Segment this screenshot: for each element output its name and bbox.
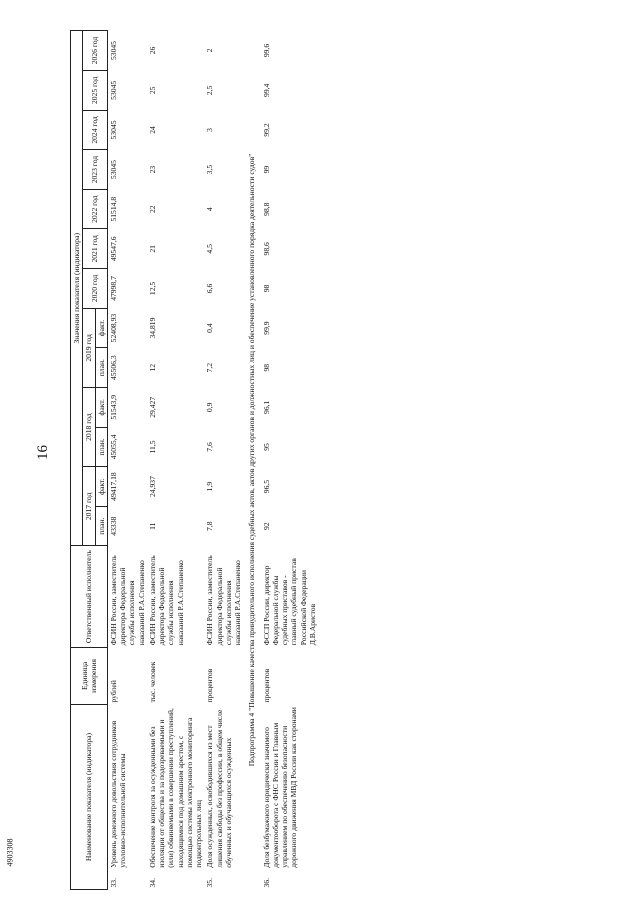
value-cell: 26 <box>147 46 157 55</box>
header-name: Наименование показателя (индикатора) <box>71 705 108 890</box>
row-number: 33. <box>108 878 118 888</box>
table-row <box>107 31 147 890</box>
indicator-name: Обеспечение контроля за осужденными без изоляции от общества и за подозреваемыми и (или) обвиняемыми в совершении преступлений, находящимися под домашним арестом, с помощью системы электронного мониторинга подконтрольных лиц <box>147 708 203 868</box>
indicator-unit: процентов <box>261 668 271 703</box>
value-cell: 34,819 <box>147 317 157 339</box>
value-cell: 98,6 <box>261 242 271 256</box>
value-cell: 0,9 <box>205 402 215 413</box>
header-plan: план. <box>95 348 107 388</box>
value-cell: 11,5 <box>147 440 157 454</box>
header-2024: 2024 год <box>83 110 108 150</box>
value-cell: 25 <box>147 86 157 95</box>
header-2018: 2018 год <box>83 388 95 467</box>
header-2022: 2022 год <box>83 189 108 229</box>
value-cell: 12 <box>147 363 157 372</box>
indicator-table <box>70 30 318 890</box>
value-cell: 53045 <box>108 120 118 140</box>
subprogram-heading-row <box>243 31 260 890</box>
value-cell: 45055,4 <box>108 434 118 460</box>
rotated-table-container <box>70 20 610 890</box>
value-cell: 47998,7 <box>108 276 118 301</box>
header-2021: 2021 год <box>83 229 108 269</box>
value-cell: 7,6 <box>205 442 215 452</box>
indicator-name: Уровень денежного довольствия сотрудников уголовно-исполнительной системы <box>108 720 127 868</box>
value-cell: 52408,93 <box>108 313 118 343</box>
indicator-responsible: ФСИН России, заместитель директора Федеральной службы исполнения наказаний Р.А.Степаненко <box>205 555 242 646</box>
value-cell: 99,6 <box>261 43 271 58</box>
indicator-responsible: ФСИН России, заместитель директора Федеральной службы исполнения наказаний Р.А.Степаненко <box>108 555 146 646</box>
table-body <box>107 31 318 890</box>
indicator-responsible: ФСИН России, заместитель директора Федеральной службы исполнения наказаний Р.А.Степаненко <box>147 555 185 646</box>
value-cell: 7,8 <box>205 521 215 531</box>
value-cell: 53045 <box>108 80 118 100</box>
value-cell: 4,5 <box>205 244 215 254</box>
value-cell: 49417,18 <box>108 472 118 501</box>
value-cell: 99,4 <box>261 83 271 97</box>
value-cell: 0,4 <box>205 323 215 333</box>
header-fact: факт. <box>95 388 107 428</box>
indicator-unit: тыс. человек <box>147 661 157 703</box>
table-row <box>204 31 243 890</box>
header-2017: 2017 год <box>83 467 95 546</box>
value-cell: 3,5 <box>205 164 215 175</box>
table-row <box>261 31 319 890</box>
value-cell: 99 <box>261 165 271 174</box>
indicator-name: Доля безбумажного юридически значимого документооборота с ФНС России и Главным управлением по обеспечению безопасности дорожного движения МВД России как сторонами <box>261 707 299 868</box>
value-cell: 29,427 <box>147 396 157 418</box>
value-cell: 4 <box>205 207 215 212</box>
header-2020: 2020 год <box>83 269 108 309</box>
indicator-unit: рублей <box>108 680 118 703</box>
value-cell: 2 <box>205 48 215 53</box>
value-cell: 3 <box>205 128 215 132</box>
indicator-responsible: ФССП России, директор Федеральной службы судебных приставов - главный судебный пристав Российской Федерации Д.В.Аристов <box>261 558 317 646</box>
value-cell: 99,2 <box>261 123 271 137</box>
value-cell: 7,2 <box>205 362 215 373</box>
header-values-group: Значения показателя (индикатора) <box>71 31 83 547</box>
value-cell: 1,9 <box>205 481 215 492</box>
indicator-name: Доля осужденных, освободившихся из мест лишения свободы без профессии, в общем числе обученных и обучающихся осужденных <box>205 709 233 868</box>
value-cell: 99,9 <box>261 321 271 335</box>
page-number: 16 <box>35 445 51 460</box>
header-plan: план. <box>95 506 107 546</box>
row-number: 35. <box>205 878 215 888</box>
header-plan: план. <box>95 427 107 467</box>
value-cell: 24 <box>147 126 157 134</box>
value-cell: 96,1 <box>261 400 271 414</box>
header-responsible: Ответственный исполнитель <box>71 546 108 647</box>
table-header <box>71 31 108 890</box>
value-cell: 23 <box>147 165 157 174</box>
header-2023: 2023 год <box>83 150 108 190</box>
value-cell: 12,5 <box>147 281 157 296</box>
value-cell: 98 <box>261 363 271 372</box>
value-cell: 96,5 <box>261 479 271 494</box>
value-cell: 22 <box>147 205 157 213</box>
value-cell: 11 <box>147 522 157 530</box>
value-cell: 43338 <box>108 516 118 536</box>
value-cell: 92 <box>261 522 271 530</box>
value-cell: 53045 <box>108 41 118 60</box>
table-row <box>147 31 205 890</box>
indicator-unit: процентов <box>205 668 215 703</box>
value-cell: 24,937 <box>147 476 157 498</box>
value-cell: 51543,9 <box>108 394 118 420</box>
value-cell: 21 <box>147 245 157 253</box>
header-2019: 2019 год <box>83 308 95 387</box>
header-fact: факт. <box>95 308 107 348</box>
value-cell: 49547,6 <box>108 236 118 262</box>
value-cell: 6,6 <box>205 283 215 294</box>
document-code: 4903308 <box>5 838 15 867</box>
value-cell: 51514,8 <box>108 196 118 222</box>
header-unit: Единица измерения <box>71 647 108 704</box>
value-cell: 95 <box>261 443 271 451</box>
header-fact: факт. <box>95 467 107 507</box>
value-cell: 45506,3 <box>108 355 118 381</box>
header-2026: 2026 год <box>83 31 108 71</box>
value-cell: 98,8 <box>261 202 271 216</box>
row-number: 34. <box>147 878 157 888</box>
value-cell: 98 <box>261 284 271 293</box>
header-2025: 2025 год <box>83 71 108 111</box>
value-cell: 53045 <box>108 160 118 180</box>
value-cell: 2,5 <box>205 85 215 96</box>
row-number: 36. <box>261 878 271 888</box>
subprogram-title: Подпрограмма 4 "Повышение качества принудительного исполнения судебных актов, актов других органов и должностных лиц и обеспечение установленного порядка деятельности судов" <box>247 153 257 767</box>
